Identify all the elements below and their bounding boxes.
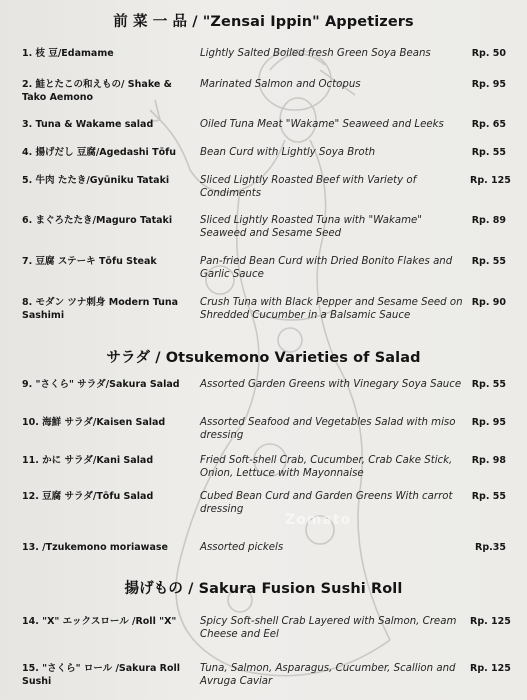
item-name: 11. かに サラダ/Kani Salad (22, 455, 154, 466)
item-description: Sliced Lightly Roasted Tuna with "Wakame" Seaweed and Sesame Seed (200, 215, 422, 239)
item-name: 3. Tuna & Wakame salad (22, 119, 154, 130)
item-name: 2. 鮭とたこの和えもの/ Shake & Tako Aemono (22, 79, 172, 103)
item-description: Oiled Tuna Meat "Wakame" Seaweed and Leeks (200, 119, 444, 130)
section-title-appetizers: 前 菜 一 品 / "Zensai Ippin" Appetizers (113, 14, 414, 30)
item-price: Rp. 50 (471, 48, 506, 59)
item-name: 13. /Tzukemono moriawase (22, 542, 168, 553)
item-name: 15. "さくら" ロール /Sakura Roll Sushi (22, 663, 181, 687)
item-description: Assorted Garden Greens with Vinegary Soya Sauce (200, 379, 462, 390)
item-price: Rp. 95 (471, 79, 506, 90)
item-description: Crush Tuna with Black Pepper and Sesame Seed on Shredded Cucumber in a Balsamic Sauce (200, 297, 463, 321)
item-price: Rp. 55 (471, 147, 506, 158)
item-description: Tuna, Salmon, Asparagus, Cucumber, Scallion and Avruga Caviar (200, 663, 456, 687)
item-name: 4. 揚げだし 豆腐/Agedashi Tōfu (22, 147, 176, 158)
section-title-salad: サラダ / Otsukemono Varieties of Salad (106, 350, 421, 366)
item-name: 10. 海鮮 サラダ/Kaisen Salad (22, 417, 166, 428)
item-price: Rp. 125 (470, 616, 511, 627)
item-description: Bean Curd with Lightly Soya Broth (200, 147, 376, 158)
item-name: 9. "さくら" サラダ/Sakura Salad (22, 379, 180, 390)
item-description: Fried Soft-shell Crab, Cucumber, Crab Cake Stick, Onion, Lettuce with Mayonnaise (200, 455, 453, 479)
item-name: 1. 枝 豆/Edamame (22, 48, 114, 59)
item-price: Rp. 89 (471, 215, 506, 226)
item-name: 5. 牛肉 たたき/Gyūniku Tataki (22, 175, 170, 186)
item-price: Rp. 98 (471, 455, 506, 466)
item-description: Sliced Lightly Roasted Beef with Variety of Condiments (200, 175, 417, 199)
item-price: Rp.35 (475, 542, 506, 553)
item-name: 14. "X" エックスロール /Roll "X" (22, 616, 177, 627)
item-price: Rp. 65 (471, 119, 506, 130)
item-price: Rp. 125 (470, 175, 511, 186)
item-description: Spicy Soft-shell Crab Layered with Salmon, Cream Cheese and Eel (200, 616, 457, 640)
item-name: 6. まぐろたたき/Maguro Tataki (22, 215, 173, 226)
item-price: Rp. 55 (471, 491, 506, 502)
item-description: Marinated Salmon and Octopus (200, 79, 361, 90)
item-description: Pan-fried Bean Curd with Dried Bonito Flakes and Garlic Sauce (200, 256, 453, 280)
item-price: Rp. 125 (470, 663, 511, 674)
item-name: 7. 豆腐 ステーキ Tōfu Steak (22, 256, 157, 267)
item-description: Cubed Bean Curd and Garden Greens With carrot dressing (200, 491, 453, 515)
item-name: 8. モダン ツナ刺身 Modern Tuna Sashimi (22, 297, 179, 321)
watermark: Zomato (285, 512, 352, 528)
item-name: 12. 豆腐 サラダ/Tōfu Salad (22, 491, 154, 502)
item-description: Assorted pickels (200, 542, 284, 553)
item-description: Assorted Seafood and Vegetables Salad with miso dressing (200, 417, 456, 441)
item-price: Rp. 55 (471, 256, 506, 267)
item-price: Rp. 90 (471, 297, 506, 308)
item-price: Rp. 95 (471, 417, 506, 428)
item-price: Rp. 55 (471, 379, 506, 390)
item-description: Lightly Salted Boiled fresh Green Soya Beans (200, 48, 431, 59)
section-title-sushi-roll: 揚げもの / Sakura Fusion Sushi Roll (124, 581, 403, 597)
